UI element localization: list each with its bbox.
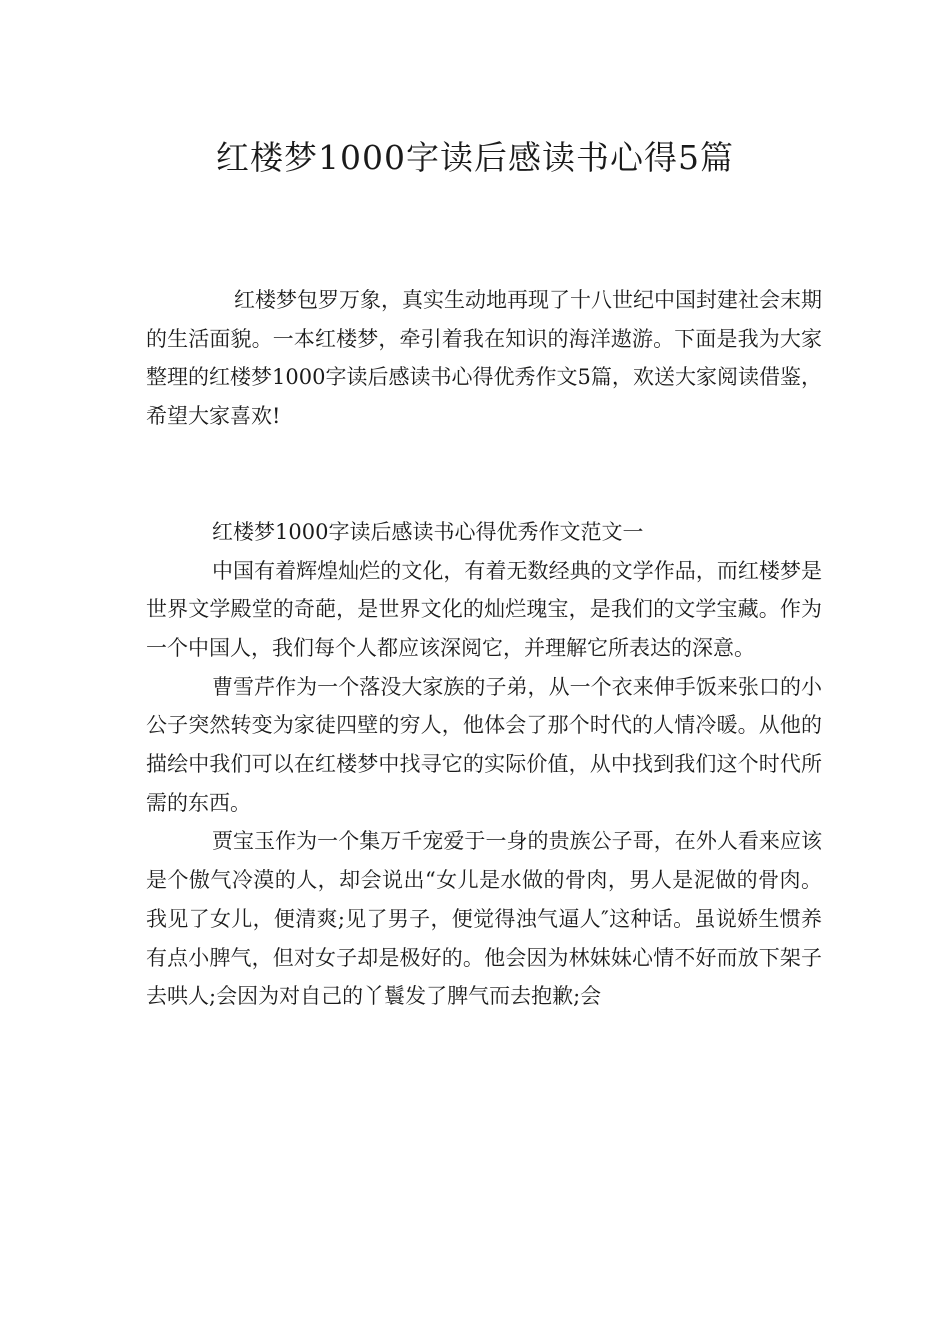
section-heading: 红楼梦1000字读后感读书心得优秀作文范文一: [212, 519, 644, 544]
body-paragraph-1: 中国有着辉煌灿烂的文化，有着无数经典的文学作品，而红楼梦是世界文学殿堂的奇葩，是世界文化的灿烂瑰宝，是我们的文学宝藏。作为一个中国人，我们每个人都应该深阅它，并理解它所表达的深意。: [146, 558, 822, 660]
document-body: [146, 281, 822, 1016]
document-title: 红楼梦1000字读后感读书心得5篇: [216, 138, 734, 177]
body-paragraph-2: 曹雪芹作为一个落没大家族的子弟，从一个衣来伸手饭来张口的小公子突然转变为家徒四壁的穷人，他体会了那个时代的人情冷暖。从他的描绘中我们可以在红楼梦中找寻它的实际价值，从中找到我们这个时代所需的东西。: [146, 674, 822, 815]
body-paragraph-3: 贾宝玉作为一个集万千宠爱于一身的贵族公子哥，在外人看来应该是个傲气冷漠的人，却会说出“女儿是水做的骨肉，男人是泥做的骨肉。我见了女儿，便清爽;见了男子，便觉得浊气逼人″这种话。虽说娇生惯养有点小脾气，但对女子却是极好的。他会因为林妹妹心情不好而放下架子去哄人;会因为对自己的丫鬟发了脾气而去抱歉;会: [146, 829, 822, 1009]
intro-paragraph: 红楼梦包罗万象，真实生动地再现了十八世纪中国封建社会末期的生活面貌。一本红楼梦，牵引着我在知识的海洋遨游。下面是我为大家整理的红楼梦1000字读后感读书心得优秀作文5篇，欢送大家阅读借鉴，希望大家喜欢!: [146, 288, 822, 429]
